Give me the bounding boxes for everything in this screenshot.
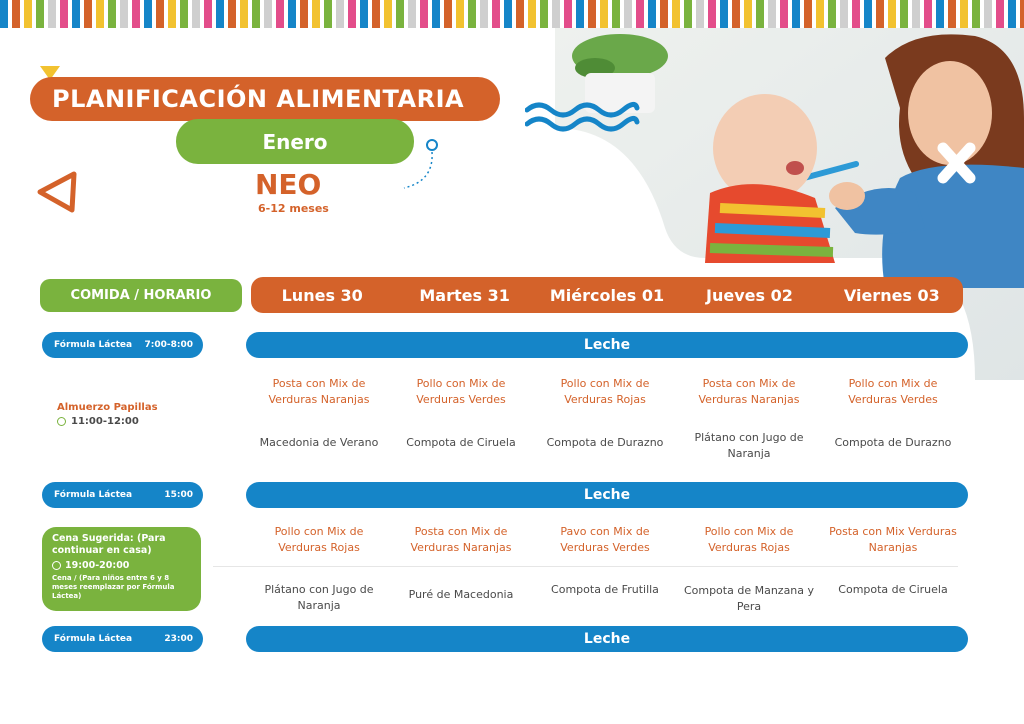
cena-dessert-cell: Plátano con Jugo de Naranja <box>264 583 374 612</box>
month-label: Enero <box>176 119 414 164</box>
stripe <box>144 0 152 28</box>
stripe <box>540 0 548 28</box>
day-header: Jueves 02 <box>706 285 793 305</box>
stripe <box>480 0 488 28</box>
almuerzo-dessert-cell: Compota de Durazno <box>546 436 664 449</box>
stripe <box>912 0 920 28</box>
stripe <box>288 0 296 28</box>
stripe <box>360 0 368 28</box>
stripe <box>888 0 896 28</box>
almuerzo-dessert-cell: Compota de Ciruela <box>406 436 516 449</box>
stripe <box>216 0 224 28</box>
mother-feeding-baby-photo <box>555 28 1024 380</box>
stripe <box>492 0 500 28</box>
stripe <box>48 0 56 28</box>
stripe <box>876 0 884 28</box>
leche-bar: Leche <box>246 482 968 508</box>
cena-main-cell: Pollo con Mix de Verduras Rojas <box>704 525 794 554</box>
stripe <box>984 0 992 28</box>
stripe <box>864 0 872 28</box>
almuerzo-main-cell: Posta con Mix de Verduras Naranjas <box>698 377 800 406</box>
stripe <box>528 0 536 28</box>
cena-main-cell: Pollo con Mix de Verduras Rojas <box>274 525 364 554</box>
stripe <box>132 0 140 28</box>
stripe <box>960 0 968 28</box>
almuerzo-time: 11:00-12:00 <box>71 416 139 427</box>
day-header: Lunes 30 <box>281 285 363 305</box>
stripe <box>648 0 656 28</box>
stripe <box>156 0 164 28</box>
stripe <box>396 0 404 28</box>
stripe <box>204 0 212 28</box>
day-header: Viernes 03 <box>843 285 940 305</box>
cena-dessert-cell: Compota de Ciruela <box>838 583 948 596</box>
stripe <box>444 0 452 28</box>
slot-time: 15:00 <box>164 490 193 500</box>
stripe <box>468 0 476 28</box>
stripe <box>972 0 980 28</box>
slot-formula-lactea-morning <box>42 332 203 358</box>
stripe <box>804 0 812 28</box>
stripe <box>276 0 284 28</box>
slot-formula-lactea-afternoon <box>42 482 203 508</box>
stripe <box>408 0 416 28</box>
stripe <box>516 0 524 28</box>
stripe <box>600 0 608 28</box>
cena-time: 19:00-20:00 <box>65 560 130 571</box>
stripe <box>732 0 740 28</box>
slot-name: Fórmula Láctea <box>54 634 133 644</box>
page-title: PLANIFICACIÓN ALIMENTARIA <box>30 77 500 121</box>
stripe <box>504 0 512 28</box>
stripe <box>72 0 80 28</box>
stripe <box>420 0 428 28</box>
stripe <box>840 0 848 28</box>
stripe <box>624 0 632 28</box>
group-name: NEO <box>255 168 322 201</box>
stripe <box>828 0 836 28</box>
stripe <box>24 0 32 28</box>
stripe <box>936 0 944 28</box>
stripe <box>348 0 356 28</box>
slot-formula-lactea-night <box>42 626 203 652</box>
stripe <box>60 0 68 28</box>
almuerzo-label-block <box>57 402 158 427</box>
stripe <box>720 0 728 28</box>
stripe <box>456 0 464 28</box>
stripe <box>432 0 440 28</box>
row-divider <box>213 566 958 567</box>
stripe <box>384 0 392 28</box>
cena-label-block <box>42 527 201 611</box>
stripe <box>996 0 1004 28</box>
stripe <box>636 0 644 28</box>
cena-note: Cena / (Para niños entre 6 y 8 meses reemplazar por Fórmula Láctea) <box>52 574 175 600</box>
stripe <box>168 0 176 28</box>
stripe <box>744 0 752 28</box>
stripe <box>576 0 584 28</box>
stripe <box>1020 0 1024 28</box>
stripe <box>96 0 104 28</box>
stripe <box>324 0 332 28</box>
stripe <box>84 0 92 28</box>
stripe <box>12 0 20 28</box>
stripe <box>588 0 596 28</box>
almuerzo-main-cell: Posta con Mix de Verduras Naranjas <box>268 377 370 406</box>
almuerzo-main-cell: Pollo con Mix de Verduras Verdes <box>848 377 938 406</box>
stripe <box>300 0 308 28</box>
stripe <box>252 0 260 28</box>
stripe <box>312 0 320 28</box>
stripe <box>672 0 680 28</box>
almuerzo-dessert-cell: Plátano con Jugo de Naranja <box>694 431 804 460</box>
column-header-comida-horario: COMIDA / HORARIO <box>40 279 242 312</box>
slot-time: 23:00 <box>164 634 193 644</box>
cena-main-cell: Pavo con Mix de Verduras Verdes <box>560 525 650 554</box>
stripe <box>612 0 620 28</box>
stripe <box>684 0 692 28</box>
top-stripe-band <box>0 0 1024 28</box>
stripe <box>0 0 8 28</box>
stripe <box>552 0 560 28</box>
cena-main-cell: Posta con Mix de Verduras Naranjas <box>410 525 512 554</box>
stripe <box>900 0 908 28</box>
age-range: 6-12 meses <box>258 202 329 215</box>
slot-name: Fórmula Láctea <box>54 340 133 350</box>
stripe <box>768 0 776 28</box>
blue-waves-icon <box>525 100 640 140</box>
cena-dessert-cell: Puré de Macedonia <box>408 588 514 601</box>
almuerzo-dessert-cell: Macedonia de Verano <box>259 436 379 449</box>
stripe <box>108 0 116 28</box>
day-header: Martes 31 <box>419 285 510 305</box>
stripe <box>372 0 380 28</box>
stripe <box>792 0 800 28</box>
cena-dessert-cell: Compota de Frutilla <box>551 583 659 596</box>
cena-dessert-cell: Compota de Manzana y Pera <box>683 584 815 613</box>
stripe <box>780 0 788 28</box>
stripe <box>1008 0 1016 28</box>
stripe <box>120 0 128 28</box>
orange-triangle-outline-icon <box>34 168 80 216</box>
almuerzo-main-cell: Pollo con Mix de Verduras Verdes <box>416 377 506 406</box>
stripe <box>180 0 188 28</box>
cena-main-cell: Posta con Mix Verduras Naranjas <box>829 525 957 554</box>
almuerzo-label: Almuerzo Papillas <box>57 402 158 413</box>
day-header-row <box>251 277 963 313</box>
stripe <box>708 0 716 28</box>
clock-icon <box>57 417 66 426</box>
stripe <box>240 0 248 28</box>
cena-label: Cena Sugerida: (Para continuar en casa) <box>52 533 166 556</box>
stripe <box>696 0 704 28</box>
stripe <box>852 0 860 28</box>
stripe <box>192 0 200 28</box>
leche-bar: Leche <box>246 332 968 358</box>
stripe <box>336 0 344 28</box>
clock-icon <box>52 561 61 570</box>
stripe <box>924 0 932 28</box>
stripe <box>948 0 956 28</box>
stripe <box>228 0 236 28</box>
stripe <box>36 0 44 28</box>
almuerzo-dessert-cell: Compota de Durazno <box>834 436 952 449</box>
stripe <box>660 0 668 28</box>
slot-name: Fórmula Láctea <box>54 490 133 500</box>
stripe <box>264 0 272 28</box>
stripe <box>756 0 764 28</box>
slot-time: 7:00-8:00 <box>144 340 193 350</box>
almuerzo-main-cell: Pollo con Mix de Verduras Rojas <box>560 377 650 406</box>
leche-bar: Leche <box>246 626 968 652</box>
day-header: Miércoles 01 <box>549 285 665 305</box>
stripe <box>816 0 824 28</box>
stripe <box>564 0 572 28</box>
